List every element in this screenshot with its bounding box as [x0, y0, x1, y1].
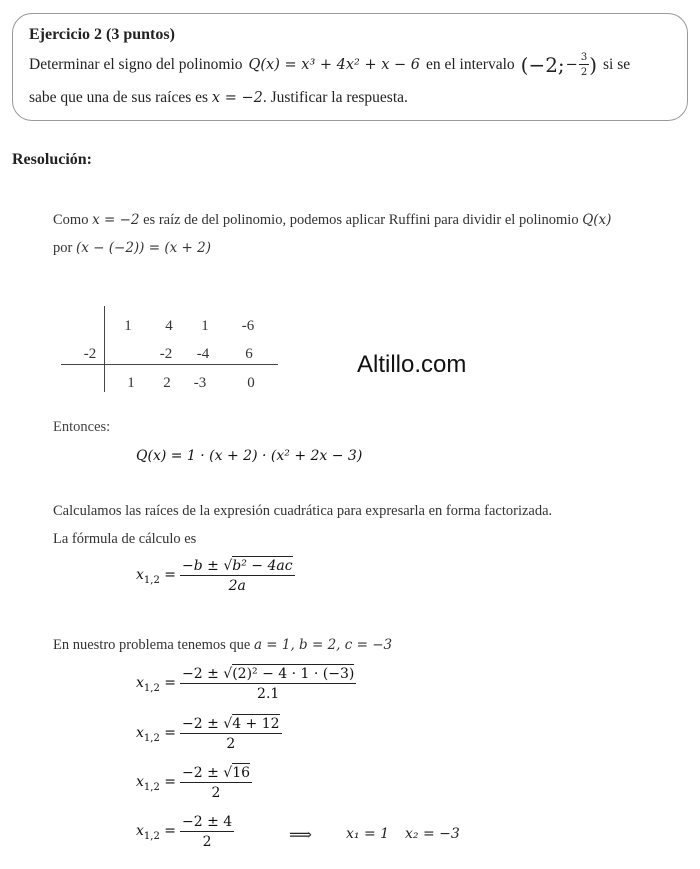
- result-x1: x₁ = 1: [346, 826, 390, 842]
- step-3-numerator: −2 ± √16: [182, 765, 251, 781]
- interval-right: ): [589, 53, 598, 77]
- intro-divisor: (x − (−2)) = (x + 2): [75, 240, 211, 256]
- step-4-denominator: 2: [202, 834, 212, 850]
- interval: (−2; − $\frac{3}{2}$ ): [520, 52, 598, 78]
- ruffini-table: [0, 0, 700, 420]
- ruffini-cell: 2: [163, 375, 171, 391]
- step-2: $x_{1,2}$ = $\frac{-2 \pm √4 + 12}{2}$: [136, 716, 280, 752]
- ruffini-cell: 0: [247, 375, 255, 391]
- problem-line: [53, 637, 392, 654]
- ruffini-cell: 6: [245, 346, 253, 362]
- step-2-denominator: 2: [226, 736, 236, 752]
- step-3-denominator: 2: [211, 785, 221, 801]
- exercise-text-1b: en el intervalo: [425, 56, 515, 73]
- exercise-title: Ejercicio 2 (3 puntos): [29, 26, 175, 43]
- factorized-expression: Q(x) = 1 · (x + 2) · (x² + 2x − 3): [136, 448, 363, 464]
- calc-text: Calculamos las raíces de la expresión cuadrática para expresarla en forma factorizada.: [53, 503, 553, 519]
- exercise-text-1a: Determinar el signo del polinomio: [29, 56, 243, 73]
- problem-text: En nuestro problema tenemos que: [53, 637, 251, 653]
- exercise-text-2a: sabe que una de sus raíces es: [29, 89, 209, 106]
- exercise-root: x = −2: [211, 90, 263, 106]
- ruffini-cell: 4: [165, 318, 173, 334]
- intro-text-a: Como: [53, 212, 89, 228]
- polynomial-definition: Q(x) = x³ + 4x² + x − 6: [248, 57, 420, 73]
- exercise-text-1c: si se: [603, 56, 631, 73]
- formula-denominator: 2a: [228, 578, 246, 594]
- step-1: $x_{1,2}$ = $\frac{\text{−2 ± √(2)² − 4 · 1 · (−3)}}{2.1}$: [136, 666, 355, 702]
- formula-fraction: [180, 558, 295, 594]
- step-1-numerator: −2 ± √(2)² − 4 · 1 · (−3): [182, 666, 355, 682]
- implies-arrow: ⟹: [289, 825, 312, 844]
- ruffini-cell: -6: [241, 318, 255, 334]
- ruffini-cell: 1: [127, 375, 135, 391]
- watermark: Altillo.com: [357, 351, 467, 378]
- interval-fraction-num: 3: [580, 52, 588, 63]
- intro-poly: Q(x): [582, 212, 612, 228]
- resolution-heading: Resolución:: [12, 151, 92, 168]
- intro-text-b: es raíz de del polinomio, podemos aplicar Ruffini para dividir el polinomio: [143, 212, 579, 228]
- intro-text-c: por: [53, 240, 73, 256]
- ruffini-cell: 1: [201, 318, 209, 334]
- ruffini-cell: 1: [124, 318, 132, 334]
- formula-lhs: $x_{1,2}$ =: [136, 566, 176, 586]
- coefficients: a = 1, b = 2, c = −3: [253, 637, 393, 653]
- intro-root: x = −2: [92, 212, 140, 228]
- step-4-numerator: −2 ± 4: [182, 814, 233, 830]
- formula-text: La fórmula de cálculo es: [53, 531, 197, 547]
- exercise-text-2b: . Justificar la respuesta.: [262, 89, 408, 106]
- entonces-label: Entonces:: [53, 419, 111, 435]
- ruffini-cell: -2: [159, 346, 173, 362]
- interval-left: (−2;: [520, 53, 565, 77]
- general-formula: [136, 558, 295, 594]
- result-x2: x₂ = −3: [405, 826, 460, 842]
- step-4: $x_{1,2}$ = $\frac{-2 \pm 4}{2}$: [136, 814, 233, 850]
- step-3: $x_{1,2}$ = $\frac{-2 \pm √16}{2}$: [136, 765, 251, 801]
- step-2-numerator: −2 ± √4 + 12: [182, 716, 280, 732]
- step-1-denominator: 2.1: [257, 686, 280, 702]
- ruffini-divisor: -2: [83, 346, 97, 362]
- formula-numerator: −b ± √b² − 4ac: [182, 558, 293, 574]
- interval-fraction-den: 2: [580, 67, 588, 78]
- ruffini-cell: -4: [196, 346, 210, 362]
- ruffini-cell: -3: [193, 375, 207, 391]
